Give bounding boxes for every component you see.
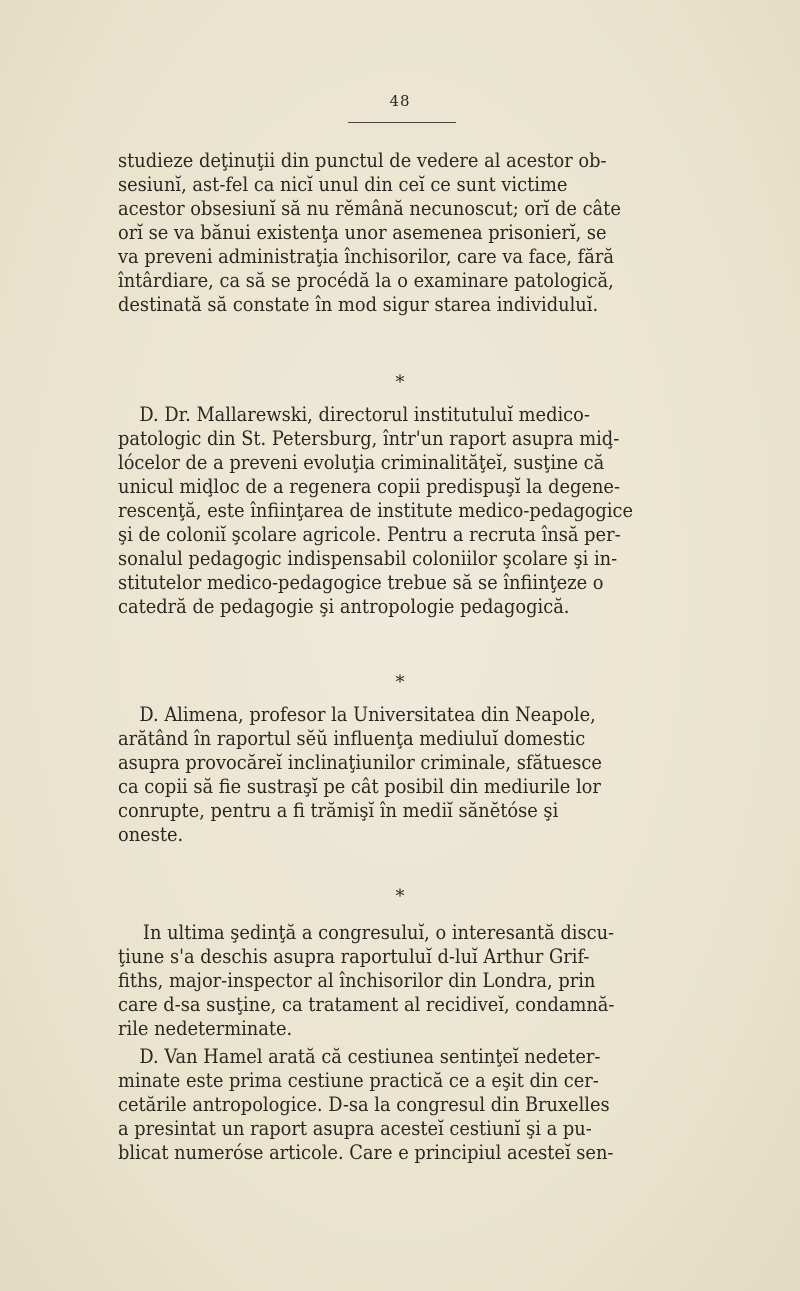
text-line: D. Alimena, profesor la Universitatea din Neapole, (139, 702, 596, 726)
text-line: a presintat un raport asupra acesteĭ cestiunĭ şi a pu- (118, 1116, 592, 1140)
text-line: acestor obsesiunĭ să nu rĕmână necunoscut; orĭ de câte (118, 196, 621, 220)
text-line: va preveni administraţia închisorilor, care va face, fără (118, 244, 614, 268)
text-line: In ultima şedinţă a congresuluĭ, o interesantă discu- (142, 920, 615, 944)
text-line: lócelor de a preveni evoluţia criminalităţeĭ, susţine că (118, 450, 605, 474)
text-line: blicat numeróse articole. Care e principiul acesteĭ sen- (118, 1140, 614, 1164)
text-line: sesiunĭ, ast-fel ca nicĭ unul din ceĭ ce sunt victime (118, 172, 568, 196)
text-line: care d-sa susţine, ca tratament al recidiveĭ, condamnă- (118, 992, 615, 1016)
text-line: rile nedeterminate. (118, 1016, 293, 1040)
text-line: D. Van Hamel arată că cestiunea sentinţeĭ nedeter- (139, 1044, 601, 1068)
text-line: întârdiare, ca să se procédă la o examinare patologică, (118, 268, 614, 292)
page-number: 48 (389, 92, 411, 110)
paragraph-alimena (118, 702, 728, 846)
text-line: studieze deţinuţii din punctul de vedere al acestor ob- (118, 148, 607, 172)
paragraph-griffiths (118, 920, 728, 1040)
text-line: unicul miḑloc de a regenera copii predispuşĭ la degene- (118, 474, 620, 498)
section-separator: * (395, 886, 405, 907)
text-line: orĭ se va bănui existenţa unor asemenea prisonierĭ, se (118, 220, 607, 244)
text-line: catedră de pedagogie şi antropologie pedagogică. (118, 594, 570, 618)
text-line: rescenţă, este înfiinţarea de institute medico-pedagogice (118, 498, 634, 522)
text-line: sonalul pedagogic indispensabil coloniilor şcolare şi in- (118, 546, 618, 570)
paragraph-inmate-obsessions (118, 148, 728, 316)
text-line: minate este prima cestiune practică ce a eşit din cer- (118, 1068, 599, 1092)
paragraph-mallarewski (118, 402, 728, 618)
header-rule (348, 122, 456, 123)
section-separator: * (395, 672, 405, 693)
text-line: ca copii să fie sustraşĭ pe cât posibil din mediurile lor (118, 774, 601, 798)
text-line: conrupte, pentru a fi trămişĭ în mediĭ sănĕtóse şi (118, 798, 559, 822)
text-line: patologic din St. Petersburg, într'un raport asupra miḑ- (118, 426, 620, 450)
text-line: asupra provocăreĭ inclinaţiunilor criminale, sfătuesce (118, 750, 602, 774)
text-line: stitutelor medico-pedagogice trebue să se înfiinţeze o (118, 570, 604, 594)
text-line: ţiune s'a deschis asupra raportuluĭ d-luĭ Arthur Grif- (118, 944, 590, 968)
text-line: şi de coloniĭ şcolare agricole. Pentru a recruta însă per- (118, 522, 621, 546)
text-line: D. Dr. Mallarewski, directorul institutuluĭ medico- (139, 402, 590, 426)
text-line: fiths, major-inspector al închisorilor din Londra, prin (118, 968, 596, 992)
text-line: cetările antropologice. D-sa la congresul din Bruxelles (118, 1092, 610, 1116)
text-line: destinată să constate în mod sigur starea individuluĭ. (118, 292, 599, 316)
text-line: arătând în raportul sĕŭ influenţa mediuluĭ domestic (118, 726, 586, 750)
paragraph-van-hamel (118, 1044, 728, 1164)
text-line: oneste. (118, 822, 184, 846)
section-separator: * (395, 372, 405, 393)
